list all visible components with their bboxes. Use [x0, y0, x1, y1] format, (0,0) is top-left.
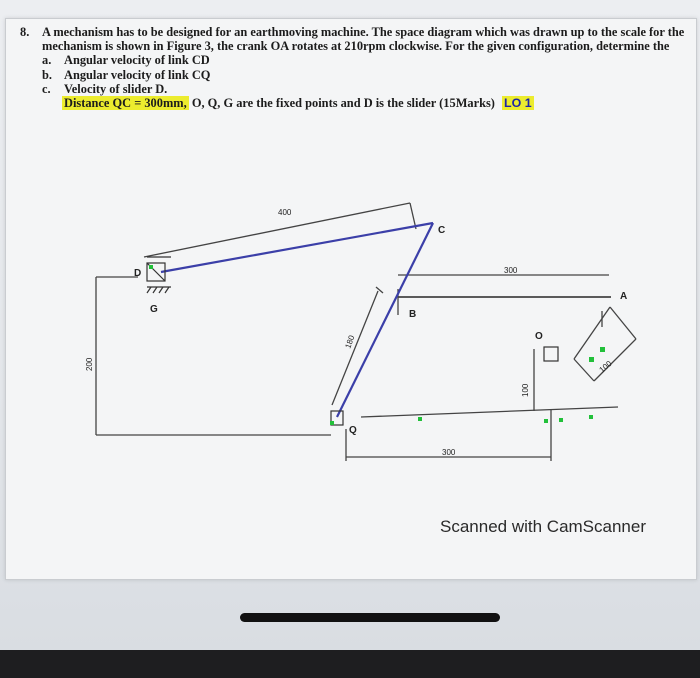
question-stem: A mechanism has to be designed for an earthmoving machine. The space diagram which was drawn up to the scale for the mechanism is shown in Figure 3, the crank OA rotates at 210rpm clockwise. For the given configuration, determine the [42, 25, 685, 54]
label-c: C [438, 225, 446, 236]
ground-hatch [165, 287, 169, 293]
ground-hatch [147, 287, 151, 293]
dim-label-o: 100 [521, 383, 530, 397]
marker [600, 347, 605, 352]
marker [418, 417, 422, 421]
dim-label-cd: 400 [278, 208, 292, 217]
item-c [42, 82, 690, 96]
dim-label-top: 300 [504, 266, 518, 275]
item-a [42, 53, 690, 67]
dim-label-left: 200 [85, 357, 94, 371]
item-text: Angular velocity of link CD [64, 53, 210, 68]
marker [589, 357, 594, 362]
crank-box-edge [610, 307, 636, 339]
link-cd [161, 223, 433, 272]
crank-box-edge [574, 359, 594, 381]
marker [589, 415, 593, 419]
ground-line [361, 407, 618, 417]
ground-hatch [153, 287, 157, 293]
home-indicator[interactable] [240, 613, 500, 622]
distance-highlight: Distance QC = 300mm, [64, 96, 187, 111]
paper-sheet [5, 18, 697, 580]
item-text: Angular velocity of link CQ [64, 67, 211, 82]
dim-label-cq: 180 [343, 334, 357, 350]
label-g: G [150, 304, 158, 315]
label-a: A [620, 291, 628, 302]
bottom-bar [0, 650, 700, 678]
item-text: Velocity of slider D. [64, 81, 168, 96]
dimension-tick [410, 203, 416, 229]
marker [330, 421, 334, 425]
ground-hatch [159, 287, 163, 293]
dimension-line-cd [144, 203, 410, 257]
lo-tag: LO 1 [504, 96, 532, 111]
marker [149, 265, 153, 269]
item-b [42, 68, 690, 82]
green-markers [149, 265, 605, 425]
crank-box-edge [594, 339, 636, 381]
marker [559, 418, 563, 422]
distance-rest: O, Q, G are the fixed points and D is the slider (15Marks) [191, 96, 495, 111]
label-o: O [535, 331, 543, 342]
item-label: c. [42, 81, 51, 96]
dim-label-oa: 100 [597, 359, 614, 375]
label-b: B [409, 309, 417, 320]
distance-line [62, 96, 690, 110]
scanner-watermark: Scanned with CamScanner [440, 517, 647, 536]
pivot-o [544, 347, 558, 361]
question-number: 8. [20, 25, 30, 39]
item-label: a. [42, 53, 52, 68]
question-block [20, 25, 690, 110]
label-d: D [134, 268, 142, 279]
item-label: b. [42, 67, 52, 82]
mechanism-diagram [6, 189, 696, 489]
marker [544, 419, 548, 423]
link-cq [337, 223, 433, 417]
dim-label-bottom: 300 [442, 448, 456, 457]
label-q: Q [349, 425, 357, 436]
